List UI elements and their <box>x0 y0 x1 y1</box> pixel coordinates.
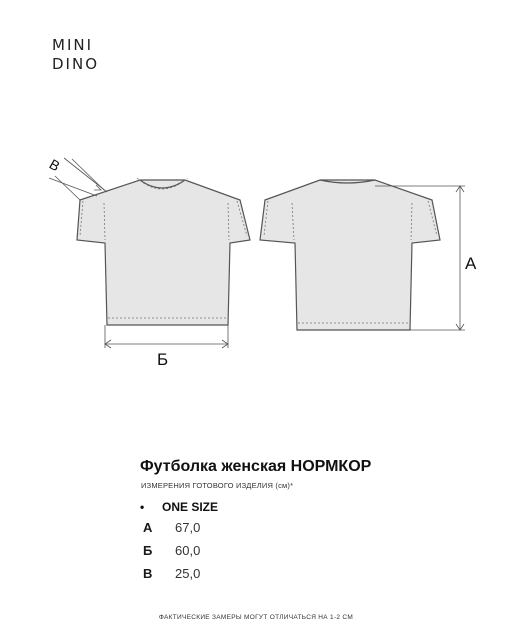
tshirt-back <box>260 180 440 330</box>
tshirt-front <box>77 178 250 325</box>
measurement-value: 67,0 <box>175 520 201 535</box>
measurement-row <box>143 543 200 558</box>
dimension-a-label: A <box>465 254 477 273</box>
size-name: ONE SIZE <box>162 500 219 514</box>
front-body-outline <box>77 180 250 325</box>
footnote: ФАКТИЧЕСКИЕ ЗАМЕРЫ МОГУТ ОТЛИЧАТЬСЯ НА 1-2 СМ <box>158 614 354 621</box>
measurement-row <box>143 520 200 535</box>
measurement-key: В <box>143 566 153 581</box>
back-body-outline <box>260 180 440 330</box>
size-row <box>140 500 218 514</box>
dimension-b <box>105 325 228 348</box>
measurement-value: 25,0 <box>175 566 201 581</box>
dimension-b-label: Б <box>157 350 169 369</box>
brand-line-2: DINO <box>52 55 100 73</box>
product-title: Футболка женская НОРМКОР <box>140 458 372 475</box>
measurement-row <box>143 566 200 581</box>
size-bullet: • <box>140 500 145 514</box>
product-subtitle: ИЗМЕРЕНИЯ ГОТОВОГО ИЗДЕЛИЯ (см)* <box>141 481 294 490</box>
measurement-value: 60,0 <box>175 543 201 558</box>
measurement-key: Б <box>143 543 153 558</box>
dimension-v-label: В <box>46 155 63 175</box>
brand-line-1: MINI <box>52 36 94 54</box>
measurement-key: А <box>143 520 153 535</box>
